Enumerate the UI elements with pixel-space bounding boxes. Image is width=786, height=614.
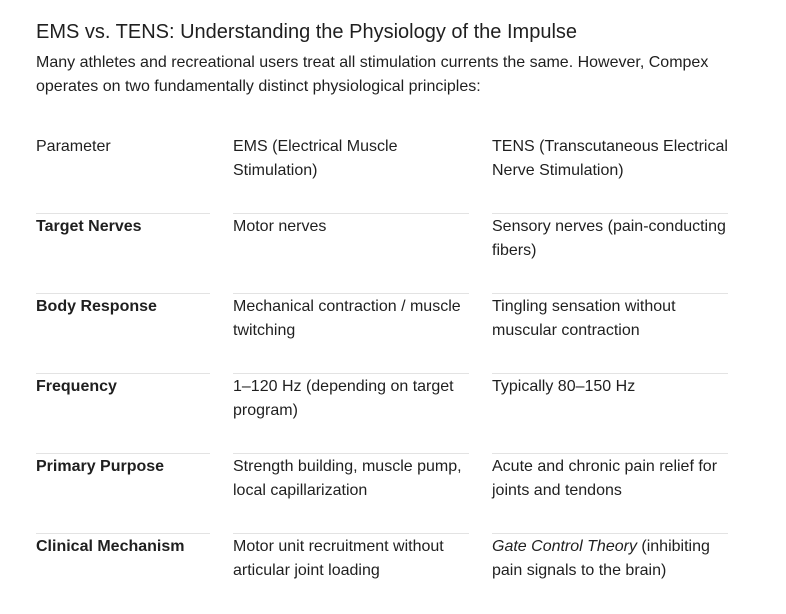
ems-cell: Mechanical contraction / muscle twitching <box>233 294 469 374</box>
tens-cell: Sensory nerves (pain-conducting fibers) <box>492 214 728 294</box>
header-parameter: Parameter <box>36 134 210 214</box>
page-title: EMS vs. TENS: Understanding the Physiology of the Impulse <box>36 21 578 43</box>
tens-cell <box>492 534 728 614</box>
row-label: Target Nerves <box>36 214 210 294</box>
tens-cell: Typically 80–150 Hz <box>492 374 728 454</box>
header-tens: TENS (Transcutaneous Electrical Nerve Stimulation) <box>492 134 728 214</box>
row-label: Primary Purpose <box>36 454 210 534</box>
tens-cell-rest: (inhibiting pain signals to the brain) <box>492 538 710 579</box>
ems-cell: Strength building, muscle pump, local capillarization <box>233 454 469 534</box>
tens-cell: Acute and chronic pain relief for joints and tendons <box>492 454 728 534</box>
ems-cell: 1–120 Hz (depending on target program) <box>233 374 469 454</box>
ems-cell: Motor nerves <box>233 214 469 294</box>
header-ems: EMS (Electrical Muscle Stimulation) <box>233 134 469 214</box>
tens-cell: Tingling sensation without muscular contraction <box>492 294 728 374</box>
ems-cell: Motor unit recruitment without articular joint loading <box>233 538 444 579</box>
gate-control-theory-term: Gate Control Theory <box>492 538 637 555</box>
row-label: Body Response <box>36 294 210 374</box>
intro-paragraph: Many athletes and recreational users treat all stimulation currents the same. However, Compex operates on two fundamentally distinct physiological principles: <box>36 54 709 95</box>
row-label: Frequency <box>36 374 210 454</box>
row-label: Clinical Mechanism <box>36 538 185 555</box>
